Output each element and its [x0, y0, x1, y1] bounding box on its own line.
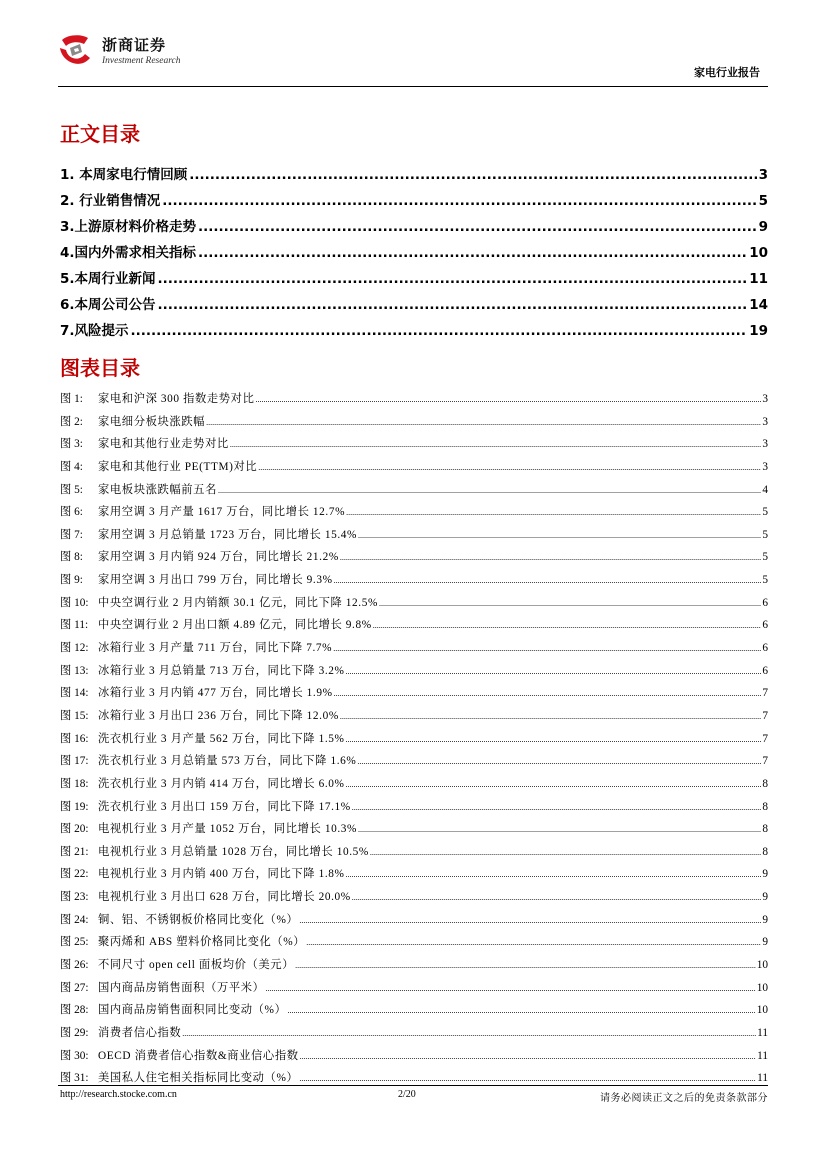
- figure-leader: [346, 667, 762, 676]
- figure-list-item[interactable]: [60, 730, 768, 753]
- figure-number: 图 7:: [60, 528, 83, 541]
- figure-title: 冰箱行业 3 月出口 236 万台，同比下降 12.0%: [98, 709, 339, 722]
- figure-leader: [357, 757, 761, 766]
- page-footer: [58, 1089, 768, 1105]
- figure-list-item[interactable]: [60, 1024, 768, 1047]
- figure-page: 3: [762, 415, 768, 428]
- figure-leader: [306, 938, 761, 947]
- figure-page: 3: [762, 438, 768, 451]
- figure-title: 冰箱行业 3 月总销量 713 万台，同比下降 3.2%: [98, 664, 345, 677]
- figure-number: 图 21:: [60, 845, 89, 858]
- toc-leader: [158, 297, 748, 313]
- figure-number: 图 13:: [60, 664, 89, 677]
- toc-item[interactable]: [60, 189, 768, 215]
- toc-item-page: 14: [749, 297, 768, 313]
- toc-item-title: 3.上游原材料价格走势: [60, 219, 197, 235]
- figure-title: 电视机行业 3 月出口 628 万台，同比增长 20.0%: [98, 891, 351, 904]
- figure-list-item[interactable]: [60, 390, 768, 413]
- figure-page: 8: [762, 845, 768, 858]
- figure-list-item[interactable]: [60, 752, 768, 775]
- figure-list-item[interactable]: [60, 571, 768, 594]
- figure-leader: [346, 735, 762, 744]
- figure-leader: [266, 984, 756, 993]
- figure-title: 国内商品房销售面积（万平米）: [98, 981, 265, 994]
- toc-item-title: 5.本周行业新闻: [60, 271, 156, 287]
- toc-leader: [162, 193, 756, 209]
- figure-page: 5: [762, 528, 768, 541]
- figure-list-item[interactable]: [60, 435, 768, 458]
- figure-number: 图 14:: [60, 687, 89, 700]
- figure-list-item[interactable]: [60, 933, 768, 956]
- toc-item[interactable]: [60, 319, 768, 345]
- figure-number: 图 11:: [60, 619, 89, 632]
- figure-leader: [230, 440, 761, 449]
- figure-page: 9: [762, 891, 768, 904]
- figure-leader: [299, 1074, 756, 1083]
- figure-page: 6: [762, 664, 768, 677]
- figure-list-item[interactable]: [60, 956, 768, 979]
- toc-item-title: 7.风险提示: [60, 323, 129, 339]
- figure-list-item[interactable]: [60, 775, 768, 798]
- figure-list-item[interactable]: [60, 911, 768, 934]
- figure-list-item[interactable]: [60, 548, 768, 571]
- toc-item[interactable]: [60, 267, 768, 293]
- footer-divider: [58, 1085, 768, 1086]
- figure-number: 图 25:: [60, 936, 89, 949]
- figure-number: 图 23:: [60, 891, 89, 904]
- figure-list-item[interactable]: [60, 481, 768, 504]
- figure-title: 家电细分板块涨跌幅: [98, 415, 206, 428]
- figure-title: 洗衣机行业 3 月出口 159 万台，同比下降 17.1%: [98, 800, 351, 813]
- figure-list-item[interactable]: [60, 979, 768, 1002]
- figure-leader: [258, 463, 761, 472]
- figure-page: 11: [757, 1072, 768, 1085]
- figure-title: 电视机行业 3 月产量 1052 万台，同比增长 10.3%: [98, 823, 357, 836]
- figure-list-item[interactable]: [60, 707, 768, 730]
- figure-page: 8: [762, 777, 768, 790]
- figure-list: [60, 390, 768, 1092]
- figure-page: 4: [762, 483, 768, 496]
- figure-leader: [346, 870, 762, 879]
- footer-disclaimer: 请务必阅读正文之后的免责条款部分: [600, 1093, 768, 1104]
- figure-title: 家电板块涨跌幅前五名: [98, 483, 217, 496]
- figure-number: 图 15:: [60, 709, 89, 722]
- figure-list-item[interactable]: [60, 413, 768, 436]
- figure-list-item[interactable]: [60, 526, 768, 549]
- toc-leader: [198, 219, 757, 235]
- figure-page: 10: [756, 981, 768, 994]
- figure-leader: [255, 395, 761, 404]
- figure-leader: [334, 576, 762, 585]
- table-of-contents: [60, 163, 768, 345]
- logo-mark-icon: [58, 32, 94, 68]
- toc-item-title: 2. 行业销售情况: [60, 193, 161, 209]
- figure-number: 图 1:: [60, 393, 83, 405]
- figure-page: 7: [762, 687, 768, 700]
- figure-number: 图 26:: [60, 959, 89, 972]
- figure-list-item[interactable]: [60, 1047, 768, 1070]
- report-type-label: 家电行业报告: [694, 66, 760, 79]
- figure-list-item[interactable]: [60, 684, 768, 707]
- figure-leader: [358, 825, 761, 834]
- figure-page: 3: [762, 460, 768, 473]
- figure-page: 5: [762, 551, 768, 564]
- logo-chinese-name: 浙商证券: [102, 36, 167, 54]
- figure-list-item[interactable]: [60, 503, 768, 526]
- figure-number: 图 17:: [60, 755, 89, 768]
- figure-leader: [340, 553, 761, 562]
- figure-title: 家用空调 3 月内销 924 万台，同比增长 21.2%: [98, 551, 339, 564]
- figure-number: 图 2:: [60, 415, 83, 428]
- figure-page: 11: [757, 1049, 768, 1062]
- figure-leader: [333, 644, 761, 653]
- figure-list-item[interactable]: [60, 594, 768, 617]
- figure-list-item[interactable]: [60, 798, 768, 821]
- figure-number: 图 18:: [60, 777, 89, 790]
- figure-leader: [370, 848, 761, 857]
- figure-list-item[interactable]: [60, 639, 768, 662]
- logo-english-name: Investment Research: [102, 56, 181, 66]
- figure-title: 中央空调行业 2 月内销额 30.1 亿元，同比下降 12.5%: [98, 596, 378, 609]
- figure-page: 7: [762, 732, 768, 745]
- figure-title: OECD 消费者信心指数&商业信心指数: [98, 1049, 299, 1062]
- toc-leader: [131, 323, 748, 339]
- figure-list-item[interactable]: [60, 458, 768, 481]
- figure-page: 6: [762, 642, 768, 655]
- figure-title: 冰箱行业 3 月内销 477 万台，同比增长 1.9%: [98, 687, 333, 700]
- figure-leader: [287, 1006, 755, 1015]
- figure-title: 国内商品房销售面积同比变动（%）: [98, 1004, 287, 1017]
- company-logo: [58, 30, 181, 74]
- figure-leader: [295, 961, 756, 970]
- figure-number: 图 12:: [60, 642, 89, 655]
- header-divider: [58, 86, 768, 87]
- figures-heading: 图表目录: [60, 356, 140, 380]
- figure-list-item[interactable]: [60, 662, 768, 685]
- figure-number: 图 22:: [60, 868, 89, 881]
- figure-leader: [352, 893, 762, 902]
- figure-leader: [373, 621, 762, 630]
- toc-item-page: 3: [758, 167, 768, 183]
- figure-title: 聚丙烯和 ABS 塑料价格同比变化（%）: [98, 936, 306, 949]
- figure-leader: [340, 712, 761, 721]
- figure-leader: [182, 1029, 756, 1038]
- figure-title: 电视机行业 3 月总销量 1028 万台，同比增长 10.5%: [98, 845, 369, 858]
- figure-title: 家电和其他行业 PE(TTM)对比: [98, 460, 258, 473]
- figure-leader: [334, 689, 762, 698]
- figure-title: 家电和其他行业走势对比: [98, 438, 229, 451]
- figure-page: 6: [762, 596, 768, 609]
- figure-leader: [218, 486, 761, 495]
- figure-page: 8: [762, 800, 768, 813]
- figure-leader: [358, 531, 761, 540]
- toc-item-page: 10: [749, 245, 768, 261]
- figure-list-item[interactable]: [60, 616, 768, 639]
- figure-leader: [346, 508, 761, 517]
- figure-leader: [352, 803, 762, 812]
- figure-title: 冰箱行业 3 月产量 711 万台，同比下降 7.7%: [98, 642, 333, 655]
- toc-leader: [189, 167, 756, 183]
- toc-leader: [198, 245, 747, 261]
- toc-item[interactable]: [60, 241, 768, 267]
- figure-title: 家电和沪深 300 指数走势对比: [98, 393, 255, 405]
- figure-number: 图 6:: [60, 506, 83, 519]
- figure-title: 洗衣机行业 3 月内销 414 万台，同比增长 6.0%: [98, 777, 345, 790]
- footer-url-link[interactable]: http://research.stocke.com.cn: [60, 1089, 177, 1100]
- toc-item-page: 19: [749, 323, 768, 339]
- figure-page: 3: [762, 393, 768, 405]
- figure-page: 7: [762, 755, 768, 768]
- figure-title: 美国私人住宅相关指标同比变动（%）: [98, 1072, 299, 1085]
- figure-leader: [346, 780, 762, 789]
- toc-item-title: 6.本周公司公告: [60, 297, 156, 313]
- figure-list-item[interactable]: [60, 888, 768, 911]
- figure-page: 10: [756, 959, 768, 972]
- figure-list-item[interactable]: [60, 820, 768, 843]
- figure-title: 家用空调 3 月总销量 1723 万台，同比增长 15.4%: [98, 528, 357, 541]
- figure-number: 图 28:: [60, 1004, 89, 1017]
- figure-page: 5: [762, 506, 768, 519]
- figure-number: 图 27:: [60, 981, 89, 994]
- toc-leader: [158, 271, 748, 287]
- toc-heading: 正文目录: [60, 122, 140, 146]
- figure-page: 9: [762, 936, 768, 949]
- figure-number: 图 5:: [60, 483, 83, 496]
- figure-leader: [206, 418, 761, 427]
- figure-page: 8: [762, 823, 768, 836]
- figure-title: 洗衣机行业 3 月总销量 573 万台，同比下降 1.6%: [98, 755, 357, 768]
- figure-number: 图 19:: [60, 800, 89, 813]
- figure-number: 图 31:: [60, 1072, 89, 1085]
- figure-title: 中央空调行业 2 月出口额 4.89 亿元，同比增长 9.8%: [98, 619, 372, 632]
- figure-title: 消费者信心指数: [98, 1026, 182, 1039]
- figure-page: 9: [762, 868, 768, 881]
- page-header: [58, 30, 768, 88]
- figure-list-item[interactable]: [60, 865, 768, 888]
- figure-number: 图 29:: [60, 1026, 89, 1039]
- figure-title: 家用空调 3 月产量 1617 万台，同比增长 12.7%: [98, 506, 346, 519]
- figure-page: 6: [762, 619, 768, 632]
- figure-leader: [299, 916, 761, 925]
- figure-number: 图 24:: [60, 913, 89, 926]
- toc-item-title: 4.国内外需求相关指标: [60, 245, 197, 261]
- toc-item[interactable]: [60, 293, 768, 319]
- figure-leader: [379, 599, 761, 608]
- figure-number: 图 16:: [60, 732, 89, 745]
- figure-page: 5: [762, 574, 768, 587]
- toc-item-title: 1. 本周家电行情回顾: [60, 167, 188, 183]
- figure-number: 图 10:: [60, 596, 89, 609]
- figure-number: 图 4:: [60, 460, 83, 473]
- figure-number: 图 30:: [60, 1049, 89, 1062]
- figure-page: 7: [762, 709, 768, 722]
- figure-title: 铜、铝、不锈钢板价格同比变化（%）: [98, 913, 299, 926]
- figure-page: 9: [762, 913, 768, 926]
- figure-title: 洗衣机行业 3 月产量 562 万台，同比下降 1.5%: [98, 732, 345, 745]
- figure-number: 图 3:: [60, 438, 83, 451]
- figure-page: 11: [757, 1026, 768, 1039]
- toc-item[interactable]: [60, 215, 768, 241]
- toc-item-page: 9: [758, 219, 768, 235]
- figure-number: 图 9:: [60, 574, 83, 587]
- figure-list-item[interactable]: [60, 843, 768, 866]
- toc-item-page: 11: [749, 271, 768, 287]
- figure-number: 图 8:: [60, 551, 83, 564]
- page-number: 2/20: [398, 1089, 416, 1100]
- figure-list-item[interactable]: [60, 1001, 768, 1024]
- figure-title: 不同尺寸 open cell 面板均价（美元）: [98, 959, 295, 972]
- figure-leader: [300, 1052, 756, 1061]
- figure-number: 图 20:: [60, 823, 89, 836]
- figure-title: 电视机行业 3 月内销 400 万台，同比下降 1.8%: [98, 868, 345, 881]
- toc-item[interactable]: [60, 163, 768, 189]
- toc-item-page: 5: [758, 193, 768, 209]
- figure-title: 家用空调 3 月出口 799 万台，同比增长 9.3%: [98, 574, 333, 587]
- figure-page: 10: [756, 1004, 768, 1017]
